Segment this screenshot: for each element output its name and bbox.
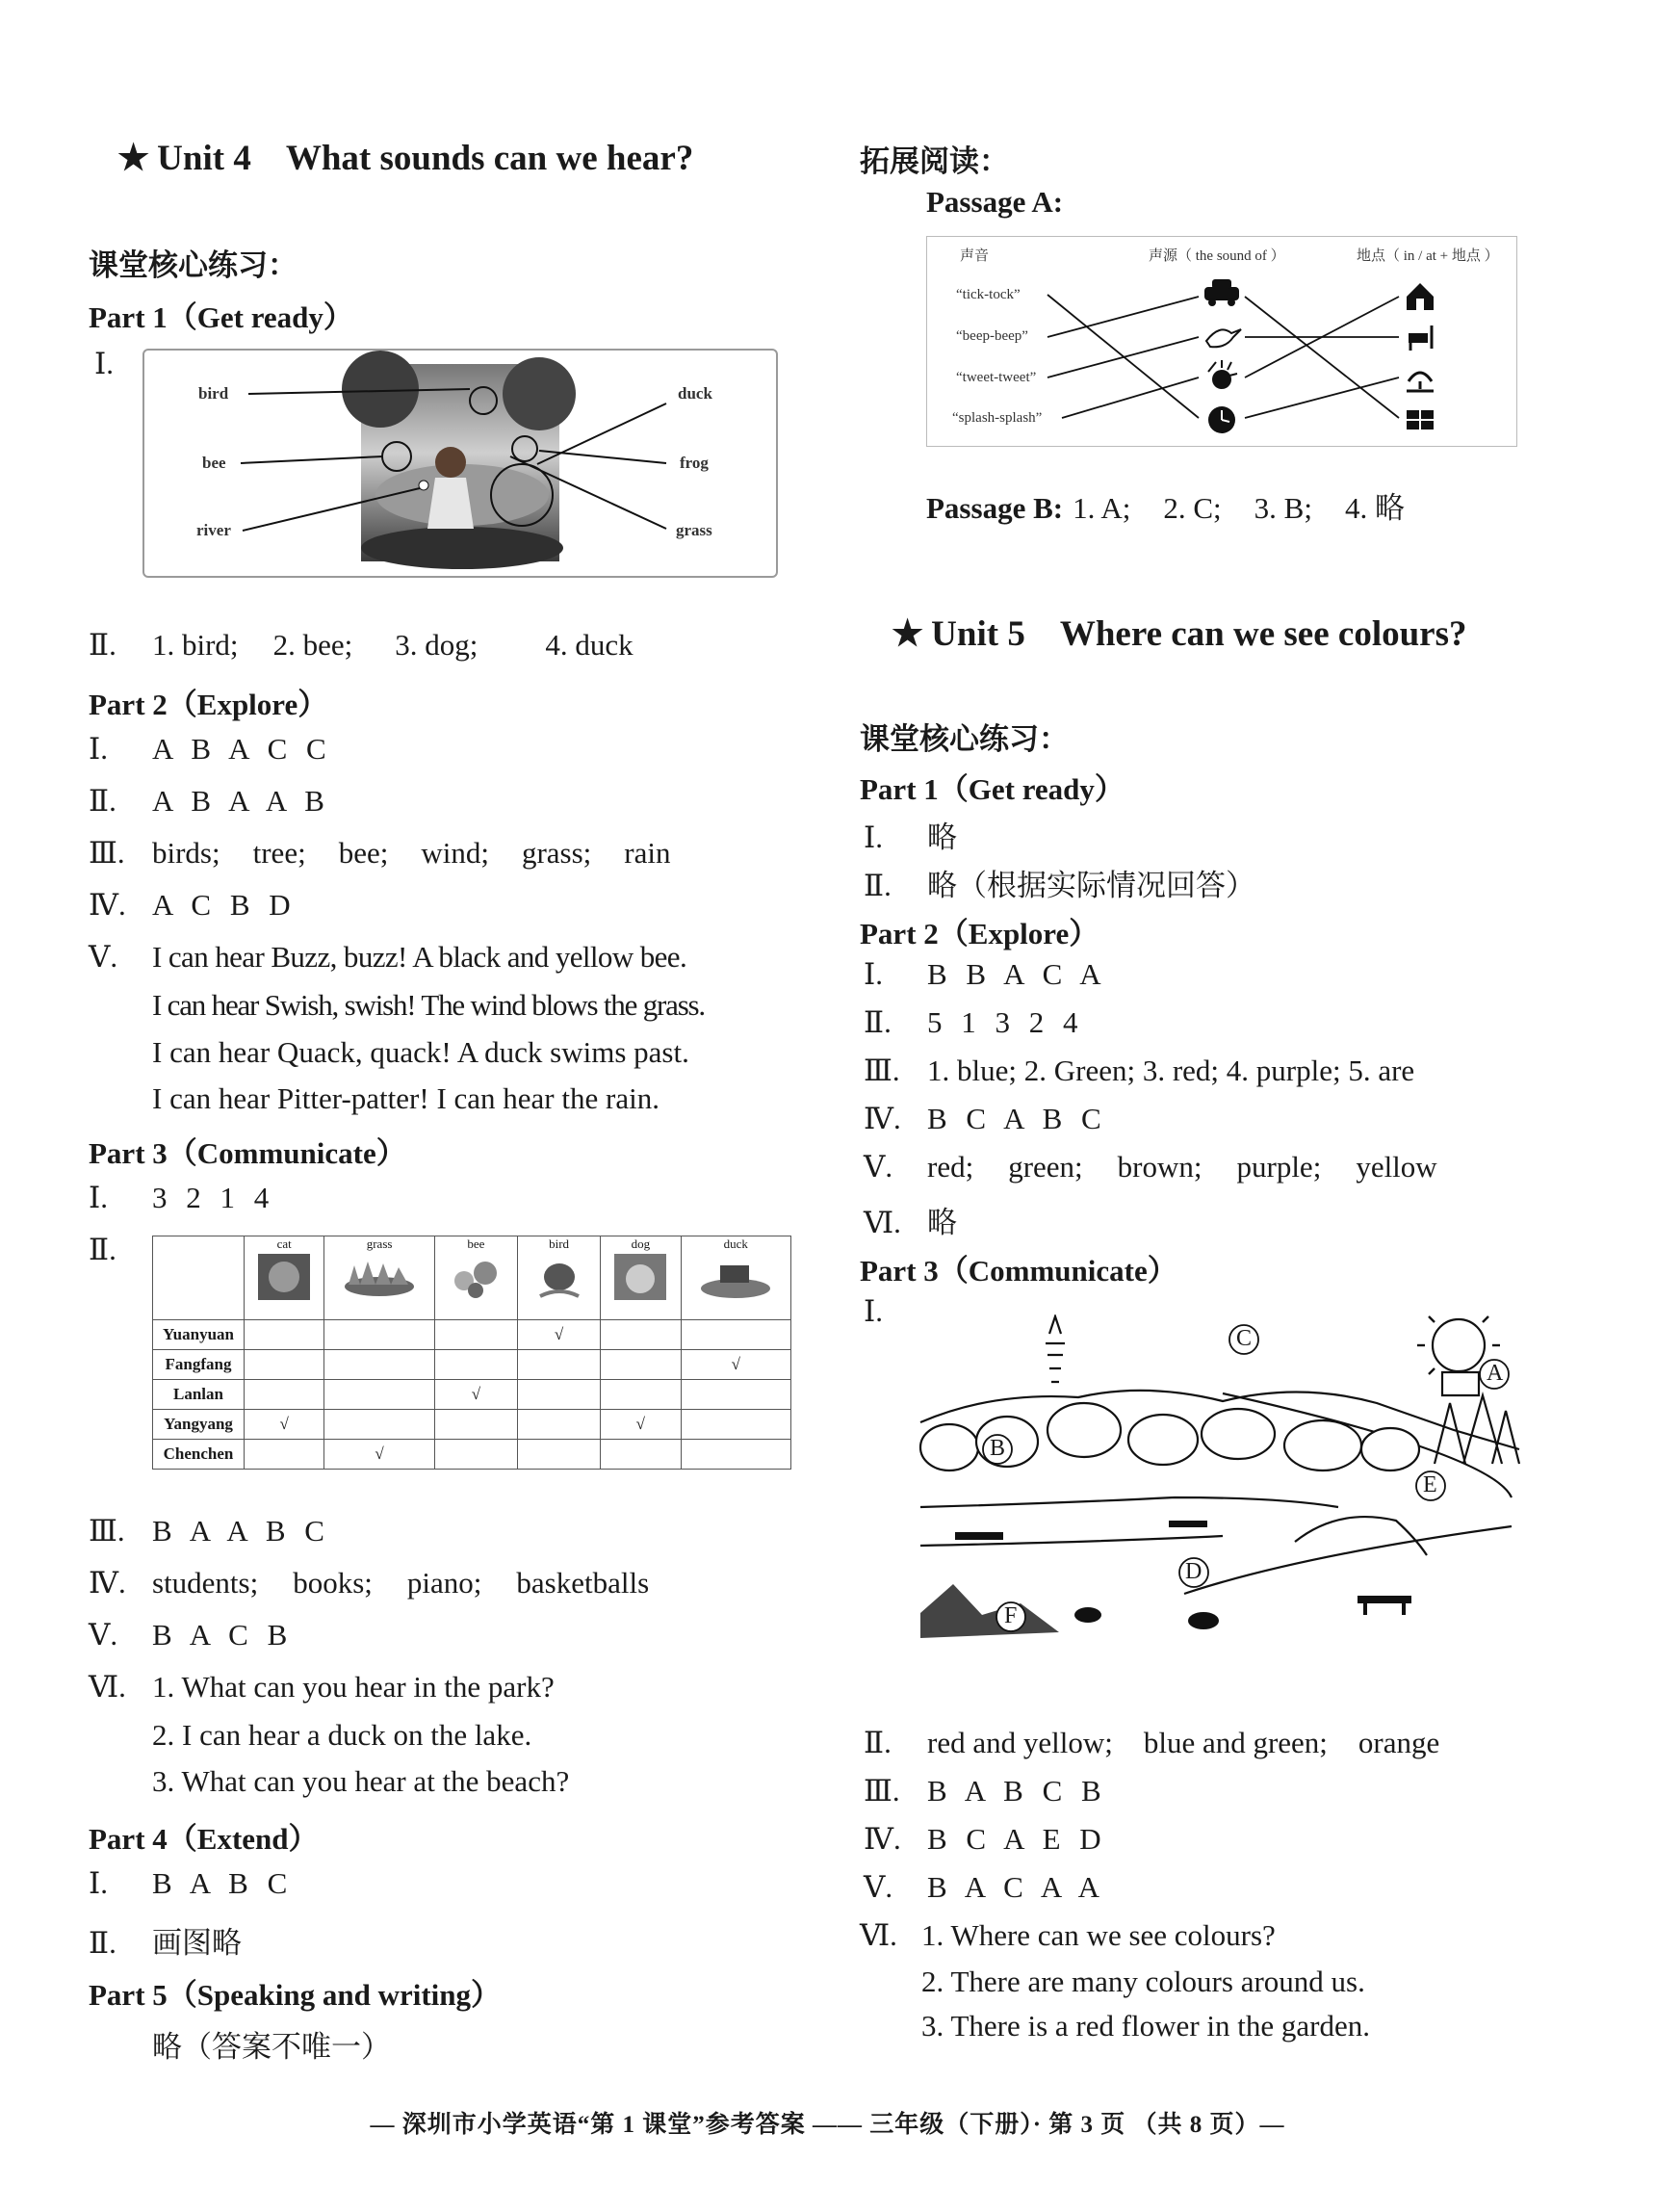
unit5-part3-q4: Ⅳ. B C A E D <box>864 1822 1107 1856</box>
header-place: 地点（ in / at + 地点 ） <box>1357 248 1499 264</box>
dog-icon <box>612 1252 668 1302</box>
unit5-part2-q5: Ⅴ. red; green; brown; purple; yellow <box>864 1150 1437 1184</box>
classroom-icon <box>1407 410 1434 429</box>
unit4-part2-heading: Part 2（Explore） <box>89 688 328 721</box>
unit4-part3-q2-num: Ⅱ. <box>89 1233 116 1266</box>
passage-a-matching <box>926 236 1517 447</box>
unit4-part3-q6-line2: 2. I can hear a duck on the lake. <box>152 1718 532 1752</box>
unit4-title: ★ Unit 4 What sounds can we hear? <box>117 139 694 178</box>
unit5-part2-q3: Ⅲ. 1. blue; 2. Green; 3. red; 4. purple; 5. are <box>864 1054 1415 1087</box>
col-bee: bee <box>434 1236 517 1320</box>
sound-beep-beep: “beep-beep” <box>956 328 1028 344</box>
unit5-part2-q6: Ⅵ. 略 <box>864 1206 957 1239</box>
unit4-part3-q5: Ⅴ. B A C B <box>89 1618 294 1652</box>
unit4-part3-heading: Part 3（Communicate） <box>89 1136 406 1170</box>
label-river: river <box>196 521 231 539</box>
unit4-part2-q4: Ⅳ. A C B D <box>89 888 297 922</box>
star-icon: ★ <box>117 139 150 178</box>
unit4-part2-q5-line1: I can hear Buzz, buzz! A black and yellow bee. <box>152 940 687 974</box>
unit5-part3-q6-line3: 3. There is a red flower in the garden. <box>921 2009 1370 2043</box>
clock-icon <box>1208 406 1235 433</box>
duck-icon <box>697 1252 774 1302</box>
unit4-part2-q1: Ⅰ. A B A C C <box>89 732 332 766</box>
splash-icon <box>1208 360 1237 389</box>
unit5-part1-q1: Ⅰ. 略 <box>864 820 957 854</box>
unit4-part2-q2: Ⅱ. A B A A B <box>89 784 330 818</box>
unit5-part1-heading: Part 1（Get ready） <box>860 772 1125 806</box>
col-cat: cat <box>245 1236 324 1320</box>
unit4-part3-q4: Ⅳ. students; books; piano; basketballs <box>89 1566 650 1600</box>
unit4-part3-q6-line3: 3. What can you hear at the beach? <box>152 1764 570 1798</box>
table-row: Yuanyuan √ <box>153 1320 791 1350</box>
table-row: Yangyang √ √ <box>153 1410 791 1440</box>
cat-icon <box>256 1252 312 1302</box>
scene-label-e: E <box>1423 1472 1437 1497</box>
unit4-part4-heading: Part 4（Extend） <box>89 1822 319 1856</box>
table-row: Fangfang √ <box>153 1350 791 1380</box>
col-dog: dog <box>601 1236 681 1320</box>
unit4-core-heading: 课堂核心练习： <box>89 248 297 282</box>
header-source: 声源（ the sound of ） <box>1149 248 1285 264</box>
table-row: Chenchen √ <box>153 1440 791 1470</box>
page-footer: — 深圳市小学英语“第 1 课堂”参考答案 —— 三年级（下册）· 第 3 页 （共 8 页）— <box>370 2112 1285 2138</box>
passage-a-heading: Passage A: <box>926 185 1064 219</box>
bird-icon <box>530 1252 588 1302</box>
unit5-part2-heading: Part 2（Explore） <box>860 917 1099 950</box>
table-row: Lanlan √ <box>153 1380 791 1410</box>
unit4-part2-q5-num: Ⅴ. <box>89 940 118 974</box>
unit4-part3-q6-line1: 1. What can you hear in the park? <box>152 1670 555 1704</box>
scene-label-f: F <box>1004 1603 1018 1628</box>
unit4-part3-q6-num: Ⅵ. <box>89 1670 126 1704</box>
unit4-part3-q3: Ⅲ. B A A B C <box>89 1514 330 1548</box>
unit5-part3-q3: Ⅲ. B A B C B <box>864 1774 1107 1808</box>
unit5-core-heading: 课堂核心练习： <box>860 722 1069 756</box>
scene-label-c: C <box>1236 1326 1253 1351</box>
bird-source-icon <box>1206 329 1241 347</box>
unit4-part4-q2: Ⅱ. 画图略 <box>89 1926 242 1960</box>
unit4-part1-heading: Part 1（Get ready） <box>89 300 353 334</box>
label-grass: grass <box>676 521 712 539</box>
extended-reading-heading: 拓展阅读： <box>860 144 1009 178</box>
park-scene <box>915 1314 1521 1673</box>
unit4-part2-q3: Ⅲ. birds; tree; bee; wind; grass; rain <box>89 836 671 870</box>
star-icon: ★ <box>892 614 924 654</box>
unit4-part3-q1: Ⅰ. 3 2 1 4 <box>89 1181 275 1214</box>
scene-label-d: D <box>1185 1559 1202 1584</box>
park-icon <box>1407 373 1434 391</box>
unit5-part3-q6-num: Ⅵ. <box>860 1918 897 1952</box>
unit5-title: ★ Unit 5 Where can we see colours? <box>892 614 1467 654</box>
grass-icon <box>341 1252 418 1302</box>
scene-label-a: A <box>1487 1361 1504 1386</box>
sound-tick-tock: “tick-tock” <box>956 287 1021 302</box>
unit5-part1-q2: Ⅱ. 略（根据实际情况回答） <box>864 869 1255 902</box>
sound-splash-splash: “splash-splash” <box>952 410 1043 426</box>
unit5-part3-q6-line1: 1. Where can we see colours? <box>921 1918 1276 1952</box>
label-duck: duck <box>678 384 712 403</box>
street-icon <box>1409 325 1432 351</box>
unit5-part3-q5: Ⅴ. B A C A A <box>864 1870 1105 1904</box>
car-icon <box>1204 279 1239 306</box>
label-bee: bee <box>202 454 226 472</box>
unit5-part2-q2: Ⅱ. 5 1 3 2 4 <box>864 1005 1084 1039</box>
unit5-part3-heading: Part 3（Communicate） <box>860 1254 1177 1288</box>
unit4-part2-q5-line4: I can hear Pitter-patter! I can hear the rain. <box>152 1081 659 1115</box>
label-frog: frog <box>680 454 709 472</box>
unit5-part2-q1: Ⅰ. B B A C A <box>864 957 1107 991</box>
unit4-part2-q5-line2: I can hear Swish, swish! The wind blows the grass. <box>152 988 705 1022</box>
unit4-part2-q5-line3: I can hear Quack, quack! A duck swims past. <box>152 1035 689 1069</box>
label-bird: bird <box>198 384 229 403</box>
col-duck: duck <box>681 1236 790 1320</box>
unit4-part1-q2: Ⅱ. 1. bird; 2. bee; 3. dog; 4. duck <box>89 628 634 662</box>
unit4-part5-text: 略（答案不唯一） <box>152 2030 391 2064</box>
passage-b: Passage B: 1. A; 2. C; 3. B; 4. 略 <box>926 491 1405 525</box>
bee-icon <box>447 1252 504 1302</box>
house-icon <box>1407 283 1434 310</box>
col-grass: grass <box>324 1236 434 1320</box>
unit4-part1-q1-num: Ⅰ. <box>94 347 114 380</box>
scene-label-b: B <box>990 1436 1006 1461</box>
sound-tweet-tweet: “tweet-tweet” <box>956 370 1037 385</box>
unit5-part3-q1-num: Ⅰ. <box>864 1294 883 1328</box>
unit4-part5-heading: Part 5（Speaking and writing） <box>89 1978 502 2012</box>
header-sound: 声音 <box>960 248 990 264</box>
unit5-part3-q2: Ⅱ. red and yellow; blue and green; orange <box>864 1726 1440 1759</box>
sound-picture-box <box>142 349 778 578</box>
unit5-part3-q6-line2: 2. There are many colours around us. <box>921 1965 1365 1998</box>
matching-lines <box>927 237 1516 446</box>
unit5-part2-q4: Ⅳ. B C A B C <box>864 1102 1107 1135</box>
unit4-part4-q1: Ⅰ. B A B C <box>89 1866 294 1900</box>
sound-survey-table <box>152 1236 791 1470</box>
col-bird: bird <box>517 1236 600 1320</box>
